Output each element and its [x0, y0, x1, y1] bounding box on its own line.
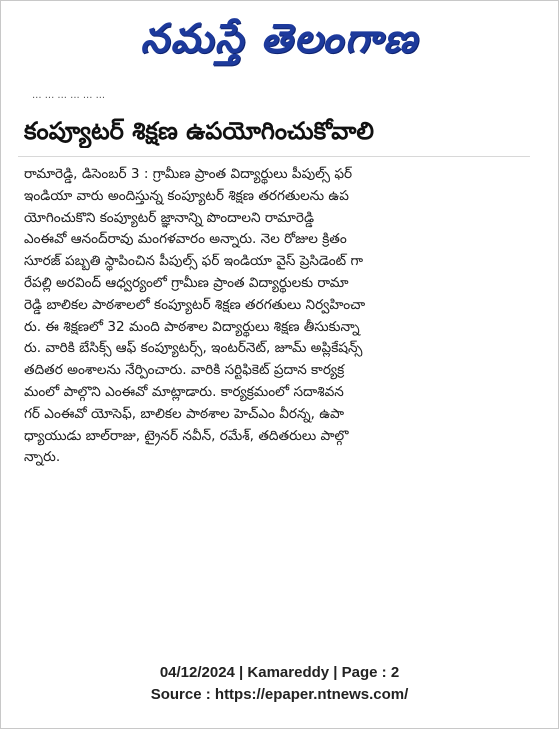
article-line: రామారెడ్డి, డిసెంబర్ 3 : గ్రామీణ ప్రాంత విద్యార్థులు పీపుల్స్ ఫర్	[24, 166, 353, 182]
article-line: గర్ ఎంఈవో యోసెఫ్, బాలికల పాఠశాల హెచ్‌ఎం వీరన్న, ఉపా	[24, 405, 345, 422]
headline-divider	[18, 156, 530, 157]
article-line: యోగించుకొని కంప్యూటర్ జ్ఞానాన్ని పొందాలని రామారెడ్డి	[24, 209, 314, 226]
article-line: మంలో పాల్గొని ఎంఈవో మాట్లాడారు. కార్యక్రమంలో సదాశివన	[24, 383, 344, 400]
newspaper-masthead	[0, 8, 559, 70]
article-line: ఎంఈవో ఆనంద్‌రావు మంగళవారం అన్నారు. నెల రోజుల క్రితం	[24, 231, 347, 248]
article-line: ఇండియా వారు అందిస్తున్న కంప్యూటర్ శిక్షణ తరగతులను ఉప	[24, 187, 349, 204]
date-edition-page: 04/12/2024 | Kamareddy | Page : 2	[159, 664, 400, 681]
news-clipping	[18, 88, 530, 568]
article-line: సూరజ్ పబ్బతి స్థాపించిన పీపుల్స్ ఫర్ ఇండియా వైస్ ప్రెసిడెంట్ గా	[24, 253, 364, 270]
article-line: రు. వారికి బేసిక్స్ ఆఫ్ కంప్యూటర్స్, ఇంటర్‌నెట్, జూమ్ అప్లికేషన్స్	[24, 340, 363, 357]
article-line: న్నారు.	[24, 449, 61, 466]
article-line: రేపల్లి అరవింద్ ఆధ్వర్యంలో గ్రామీణ ప్రాంత విద్యార్థులకు రామా	[24, 274, 349, 291]
article-line: రు. ఈ శిక్షణలో 32 మంది పాఠశాల విద్యార్థులు శిక్షణ తీసుకున్నా	[24, 318, 360, 335]
article-line: తదితర అంశాలను నేర్పించారు. వారికి సర్టిఫికెట్ ప్రదాన కార్యక్ర	[24, 362, 345, 379]
article-headline: కంప్యూటర్ శిక్షణ ఉపయోగించుకోవాలి	[24, 117, 374, 145]
clipping-footer	[0, 662, 559, 706]
masthead-logo: నమస్తే తెలంగాణ	[140, 16, 419, 62]
cut-off-previous-text: ... ... ... ... ... ...	[32, 90, 106, 101]
source-url[interactable]: Source : https://epaper.ntnews.com/	[150, 686, 409, 703]
article-line: ధ్యాయుడు బాల్‌రాజు, ట్రైనర్ నవీన్, రమేశ్, తదితరులు పాల్గొ	[24, 427, 349, 444]
article-body	[24, 164, 524, 469]
article-line: రెడ్డి బాలికల పాఠశాలలో కంప్యూటర్ శిక్షణ తరగతులు నిర్వహించా	[24, 296, 366, 313]
